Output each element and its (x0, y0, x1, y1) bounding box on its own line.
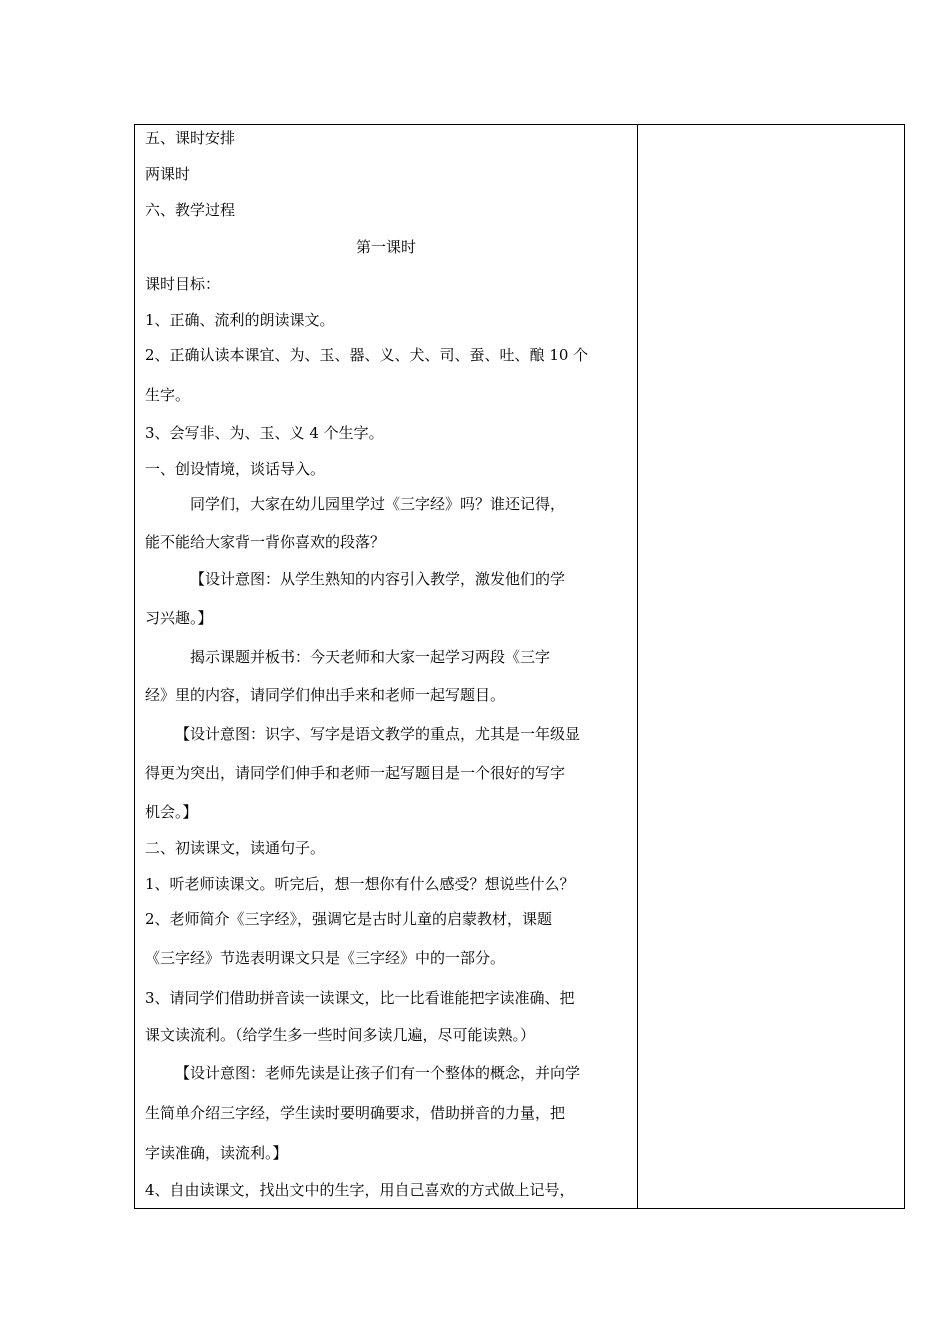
lesson-line: 1、正确、流利的朗读课文。 (145, 311, 335, 329)
lesson-line: 字读准确，读流利。】 (145, 1144, 288, 1162)
lesson-line: 机会。】 (145, 803, 198, 821)
lesson-line: 第一课时 (355, 238, 416, 256)
lesson-line: 二、初读课文，读通句子。 (145, 839, 326, 857)
lesson-line: 2、老师简介《三字经》，强调它是古时儿童的启蒙教材，课题 (145, 910, 553, 928)
lesson-line: 【设计意图：从学生熟知的内容引入教学，激发他们的学 (190, 570, 566, 588)
lesson-line: 生简单介绍三字经，学生读时要明确要求，借助拼音的力量，把 (145, 1104, 566, 1122)
lesson-line: 六、教学过程 (145, 201, 236, 219)
lesson-line: 【设计意图：老师先读是让孩子们有一个整体的概念，并向学 (175, 1064, 581, 1082)
lesson-line: 得更为突出，请同学们伸手和老师一起写题目是一个很好的写字 (145, 764, 566, 782)
lesson-line: 五、课时安排 (145, 129, 236, 147)
lesson-line: 课时目标： (145, 275, 221, 293)
lesson-line: 【设计意图：识字、写字是语文教学的重点，尤其是一年级显 (175, 725, 581, 743)
lesson-line: 一、创设情境，谈话导入。 (145, 460, 326, 478)
lesson-line: 1、听老师读课文。听完后，想一想你有什么感受？想说些什么？ (145, 875, 575, 893)
lesson-line: 课文读流利。（给学生多一些时间多读几遍，尽可能读熟。） (145, 1026, 536, 1044)
notes-cell (638, 125, 904, 1208)
lesson-line: 两课时 (145, 165, 191, 183)
lesson-line: 2、正确认读本课宜、为、玉、器、义、犬、司、蚕、吐、酿 10 个 (145, 346, 589, 364)
lesson-line: 《三字经》节选表明课文只是《三字经》中的一部分。 (145, 949, 506, 967)
lesson-table (134, 124, 905, 1209)
lesson-line: 能不能给大家背一背你喜欢的段落？ (145, 533, 386, 551)
lesson-line: 同学们，大家在幼儿园里学过《三字经》吗？谁还记得， (190, 495, 566, 513)
lesson-line: 经》里的内容，请同学们伸出手来和老师一起写题目。 (145, 686, 506, 704)
lesson-line: 生字。 (145, 386, 191, 404)
lesson-line: 习兴趣。】 (145, 609, 213, 627)
lesson-line: 揭示课题并板书：今天老师和大家一起学习两段《三字 (190, 648, 551, 666)
lesson-line: 3、会写非、为、玉、义 4 个生字。 (145, 424, 384, 442)
lesson-line: 3、请同学们借助拼音读一读课文，比一比看谁能把字读准确、把 (145, 989, 575, 1007)
lesson-line: 4、自由读课文，找出文中的生字，用自己喜欢的方式做上记号， (145, 1181, 575, 1199)
